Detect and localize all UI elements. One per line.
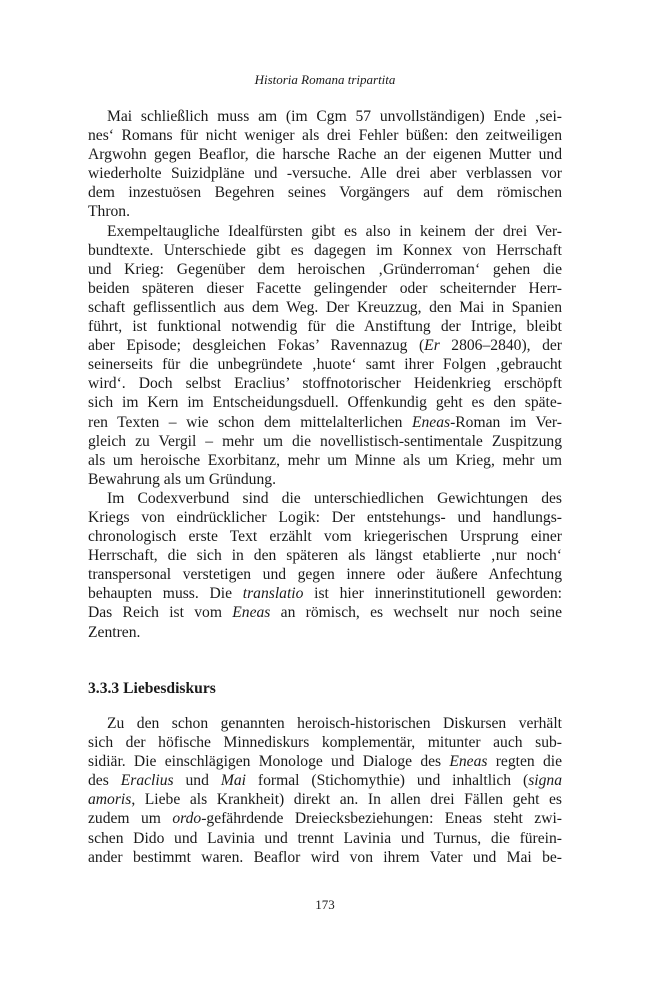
paragraph-2 [88,222,562,489]
text-line: führt, ist funktional notwendig für die Anstiftung der Intrige, bleibt [88,318,562,336]
text-line: chronologisch erste Text erzählt vom kriegerischen Ursprung einer [88,528,562,546]
text-line: des Eraclius und Mai formal (Stichomythie) und inhaltlich (signa [88,772,562,790]
section-heading: 3.3.3 Liebesdiskurs [88,680,216,697]
paragraph-4 [88,714,562,867]
text-line: sich der höfische Minnediskurs komplementär, mitunter auch sub- [88,734,562,752]
text-line: transpersonal verstetigen und gegen innere oder äußere Anfechtung [88,566,562,584]
text-line: nes‘ Romans für nicht weniger als drei Fehler büßen: den zeitweiligen [88,127,562,145]
body-text-lower [88,714,562,867]
italic-citation: Er [424,337,440,355]
text-line: und Krieg: Gegenüber dem heroischen ‚Gründerroman‘ gehen die [88,260,562,278]
text-line: dem inzestuösen Begehren seines Vorgängers auf dem römischen [88,184,562,202]
text-line: bundtexte. Unterschiede gibt es dagegen im Konnex von Herrschaft [88,241,562,259]
italic-title: Eraclius [120,772,174,790]
text-line: Zentren. [88,623,141,641]
text-line: Thron. [88,203,131,221]
text-line: wird‘. Doch selbst Eraclius’ stoffnotorischer Heidenkrieg erschöpft [88,375,562,393]
text-line: Kriegs von eindrücklicher Logik: Der entstehungs- und handlungs- [88,508,562,526]
text-line: schaft geflissentlich aus dem Weg. Der Kreuzzug, den Mai in Spanien [88,298,562,316]
text-line: sich im Kern im Entscheidungsduell. Offenkundig geht es den späte- [88,394,562,412]
body-text-upper [88,107,562,642]
text-line: Im Codexverbund sind die unterschiedlichen Gewichtungen des [107,489,562,507]
page-number: 173 [315,897,335,912]
text-line: gleich zu Vergil – mehr um die novellistisch-sentimentale Zuspitzung [88,432,562,450]
text-line: Argwohn gegen Beaflor, die harsche Rache an der eigenen Mutter und [88,146,562,164]
text-line: Zu den schon genannten heroisch-historischen Diskursen verhält [107,715,562,732]
text-line: Das Reich ist vom Eneas an römisch, es wechselt nur noch seine [88,604,562,622]
paragraph-1 [88,107,562,222]
running-head: Historia Romana tripartita [254,72,396,87]
text-line: Mai schließlich muss am (im Cgm 57 unvollständigen) Ende ‚sei- [107,108,562,125]
italic-title: Eneas [411,413,451,431]
text-line: aber Episode; desgleichen Fokas’ Ravennazug (Er 2806–2840), der [88,337,562,355]
text-line: zudem um ordo-gefährdende Dreiecksbeziehungen: Eneas steht zwi- [88,810,563,828]
italic-title: Eneas [449,753,488,771]
italic-term: ordo [172,810,202,828]
text-line: sidiär. Die einschlägigen Monologe und Dialoge des Eneas regten die [88,753,562,771]
text-line: amoris, Liebe als Krankheit) direkt an. In allen drei Fällen geht es [88,791,562,809]
text-line: seinerseits für die unbegründete ‚huote‘ samt ihrer Folgen ‚gebraucht [88,356,562,374]
text-line: ren Texten – wie schon dem mittelalterlichen Eneas-Roman im Ver- [88,413,562,431]
text-line: ander bestimmt waren. Beaflor wird von ihrem Vater und Mai be- [88,848,562,866]
text-line: schen Dido und Lavinia und trennt Lavinia und Turnus, die fürein- [88,829,562,847]
text-line: wiederholte Suizidpläne und -versuche. Alle drei aber verblassen vor [88,165,562,183]
italic-term: translatio [242,585,304,603]
text-line: als um heroische Exorbitanz, mehr um Minne als um Krieg, mehr um [88,451,562,469]
text-line: Herrschaft, die sich in den späteren als längst etablierte ‚nur noch‘ [88,547,562,565]
italic-title: Mai [220,772,246,790]
text-line: beiden späteren dieser Facette gelingender oder scheiternder Herr- [88,279,562,297]
italic-term: amoris [88,791,132,809]
italic-title: Eneas [232,604,271,622]
text-line: Exempeltaugliche Idealfürsten gibt es also in keinem der drei Ver- [107,222,562,240]
paragraph-3 [88,489,562,642]
italic-term: signa [528,772,562,790]
text-line: Bewahrung als um Gründung. [88,470,276,488]
text-line: behaupten muss. Die translatio ist hier innerinstitutionell geworden: [88,585,562,603]
